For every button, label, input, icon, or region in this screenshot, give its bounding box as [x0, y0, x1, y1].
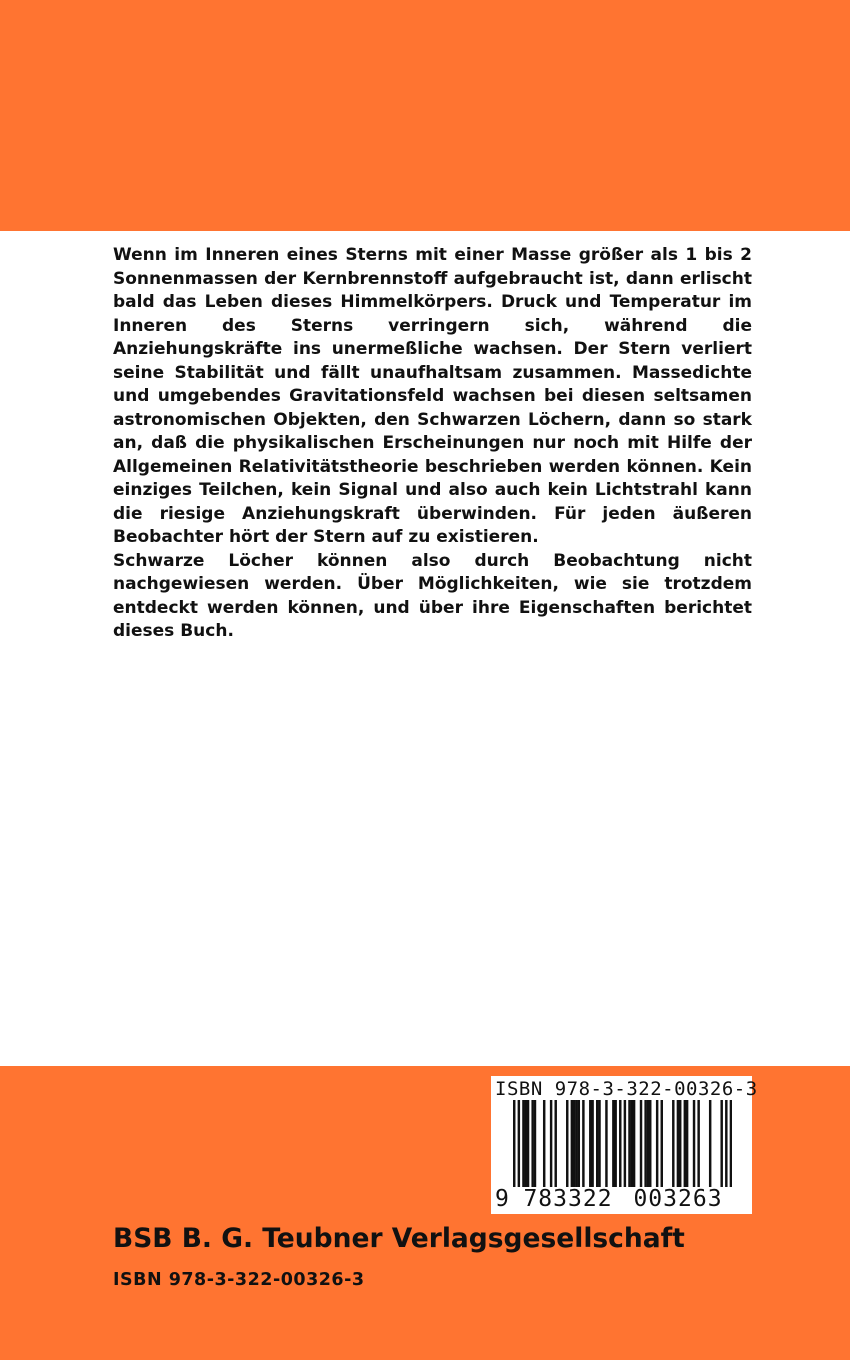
barcode-bar: [596, 1100, 598, 1188]
top-orange-band: [0, 0, 850, 231]
isbn-barcode: [491, 1076, 758, 1214]
barcode-bar: [550, 1100, 552, 1188]
barcode-bar: [672, 1100, 674, 1188]
barcode-bar: [605, 1100, 607, 1188]
barcode-bar: [525, 1100, 527, 1188]
barcode-bar: [677, 1100, 679, 1188]
barcode-bar: [598, 1100, 600, 1188]
barcode-bar: [624, 1100, 626, 1200]
barcode-bar: [633, 1100, 635, 1188]
barcode-bar: [649, 1100, 651, 1188]
barcode-bar: [693, 1100, 695, 1188]
barcode-bar: [566, 1100, 568, 1188]
barcode-digit-group-2: 003263: [623, 1187, 733, 1211]
barcode-bars: [513, 1100, 732, 1200]
barcode-bar: [647, 1100, 649, 1188]
barcode-bar: [725, 1100, 727, 1200]
isbn-number: ISBN 978-3-322-00326-3: [113, 1270, 365, 1290]
barcode-bar: [571, 1100, 573, 1188]
barcode-bar: [631, 1100, 633, 1188]
barcode-bar: [589, 1100, 591, 1188]
barcode-bar: [527, 1100, 529, 1188]
barcode-bar: [554, 1100, 556, 1188]
barcode-digit-group-1: 783322: [513, 1187, 623, 1211]
barcode-digits: [495, 1187, 748, 1211]
barcode-bar: [619, 1100, 621, 1200]
barcode-isbn-label: ISBN 978-3-322-00326-3: [495, 1078, 758, 1100]
barcode-bar: [582, 1100, 584, 1188]
barcode-bar: [534, 1100, 536, 1188]
barcode-bar: [640, 1100, 642, 1188]
barcode-bar: [522, 1100, 524, 1188]
barcode-bar: [679, 1100, 681, 1188]
barcode-bar: [730, 1100, 732, 1200]
barcode-bar: [628, 1100, 630, 1188]
back-cover-blurb: [113, 244, 752, 644]
barcode-bar: [513, 1100, 515, 1200]
barcode-bar: [656, 1100, 658, 1188]
barcode-bar: [578, 1100, 580, 1188]
barcode-bar: [614, 1100, 616, 1188]
barcode-bar: [612, 1100, 614, 1188]
barcode-bar: [573, 1100, 575, 1188]
barcode-bar: [591, 1100, 593, 1188]
barcode-bar: [531, 1100, 533, 1188]
blurb-paragraph-1: Wenn im Inneren eines Sterns mit einer Masse größer als 1 bis 2 Sonnenmassen der Kernbrennstoff aufgebraucht ist, dann erlischt bald das Leben dieses Himmelkörpers. Druck und Temperatur im Inneren des Sterns verringern sich, während die Anziehungskräfte ins unermeßliche wachsen. Der Stern verliert seine Stabilität und fällt unaufhaltsam zusammen. Massedichte und umgebendes Gravitationsfeld wachsen bei diesen seltsamen astronomischen Objekten, den Schwarzen Löchern, dann so stark an, daß die physikalischen Erscheinungen nur noch mit Hilfe der Allgemeinen Relativitätstheorie beschrieben werden können. Kein einziges Teilchen, kein Signal und also auch kein Lichtstrahl kann die riesige Anziehungskraft überwinden. Für jeden äußeren Beobachter hört der Stern auf zu existieren.: [113, 245, 752, 547]
barcode-bar: [686, 1100, 688, 1188]
publisher-name: BSB B. G. Teubner Verlagsgesellschaft: [113, 1223, 685, 1254]
barcode-bar: [518, 1100, 520, 1200]
barcode-bar: [661, 1100, 663, 1188]
barcode-bar: [697, 1100, 699, 1188]
blurb-paragraph-2: Schwarze Löcher können also durch Beobachtung nicht nachgewiesen werden. Über Möglichkeiten, wie sie trotzdem entdeckt werden können, und über ihre Eigenschaften berichtet dieses Buch.: [113, 550, 752, 641]
barcode-digit-lead: 9: [495, 1186, 509, 1212]
barcode-bar: [684, 1100, 686, 1188]
barcode-bar: [720, 1100, 722, 1188]
barcode-bar: [575, 1100, 577, 1188]
barcode-bar: [644, 1100, 646, 1188]
barcode-bar: [543, 1100, 545, 1188]
barcode-bar: [709, 1100, 711, 1188]
